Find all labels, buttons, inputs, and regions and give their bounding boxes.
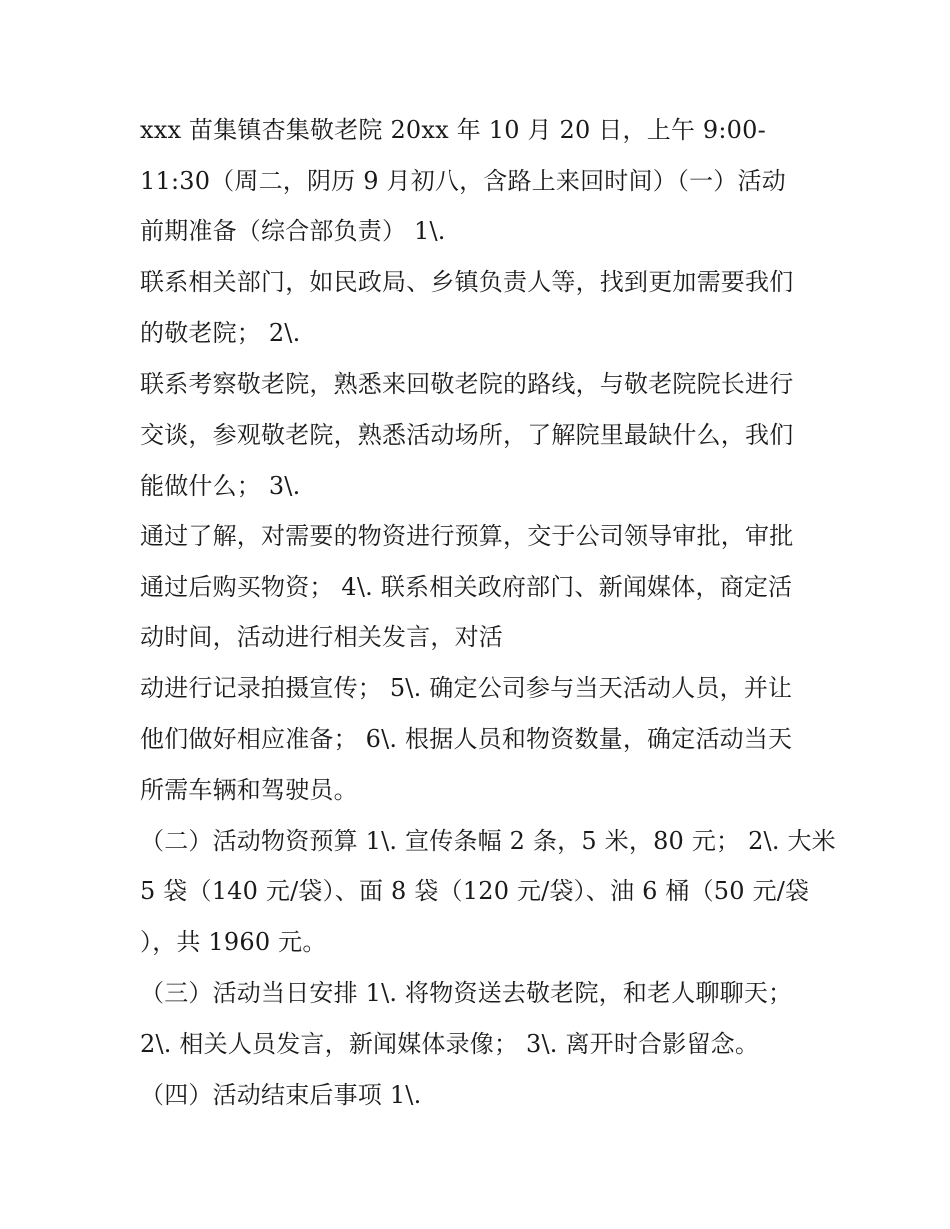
text-line: 动进行记录拍摄宣传； 5\. 确定公司参与当天活动人员，并让	[140, 674, 793, 702]
text-line: xxx 苗集镇杏集敬老院 20xx 年 10 月 20 日，上午 9:00-	[140, 116, 766, 144]
text-line: 他们做好相应准备； 6\. 根据人员和物资数量，确定活动当天	[140, 725, 793, 753]
text-line: 动时间，活动进行相关发言，对活	[140, 623, 503, 651]
text-line: 的敬老院； 2\.	[140, 319, 301, 347]
text-line: 5 袋（140 元/袋）、面 8 袋（120 元/袋）、油 6 桶（50 元/袋	[140, 877, 810, 905]
text-line: （二）活动物资预算 1\. 宣传条幅 2 条，5 米，80 元； 2\. 大米	[140, 827, 836, 855]
text-line: ），共 1960 元。	[140, 928, 327, 956]
text-line: 2\. 相关人员发言，新闻媒体录像； 3\. 离开时合影留念。	[140, 1030, 760, 1058]
text-line: 交谈，参观敬老院，熟悉活动场所，了解院里最缺什么，我们	[140, 421, 794, 449]
text-line: 所需车辆和驾驶员。	[140, 776, 358, 804]
text-line: 能做什么； 3\.	[140, 472, 301, 500]
text-line: 联系相关部门，如民政局、乡镇负责人等，找到更加需要我们	[140, 268, 794, 296]
text-line: 通过后购买物资； 4\. 联系相关政府部门、新闻媒体，商定活	[140, 573, 793, 601]
text-line: （四）活动结束后事项 1\.	[140, 1081, 422, 1109]
text-line: 11:30（周二，阴历 9 月初八，含路上来回时间）（一）活动	[140, 167, 786, 195]
text-line: 联系考察敬老院，熟悉来回敬老院的路线，与敬老院院长进行	[140, 370, 794, 398]
text-line: （三）活动当日安排 1\. 将物资送去敬老院，和老人聊聊天；	[140, 979, 793, 1007]
text-line: 通过了解，对需要的物资进行预算，交于公司领导审批，审批	[140, 522, 794, 550]
text-line: 前期准备（综合部负责） 1\.	[140, 217, 446, 245]
